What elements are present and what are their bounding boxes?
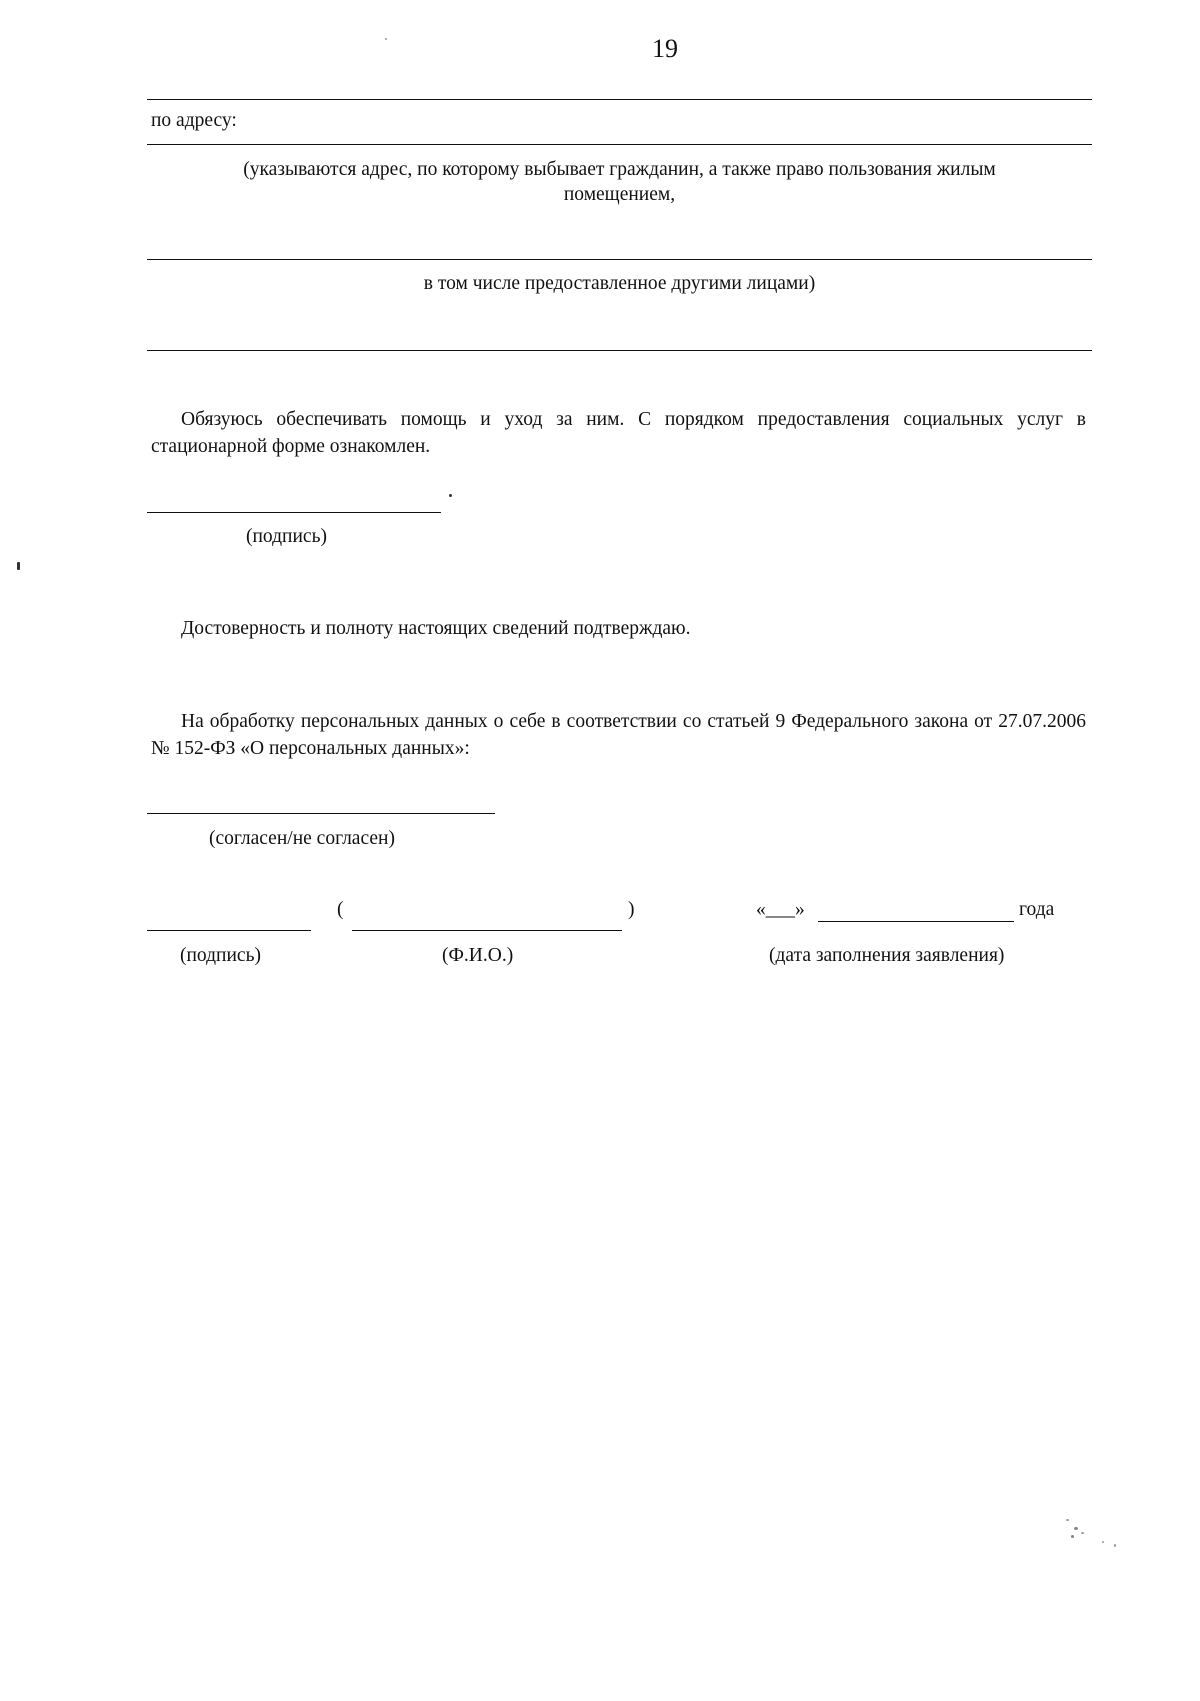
- consent-text: На обработку персональных данных о себе в соответствии со статьей 9 Федерального закона от 27.07.2006 № 152-ФЗ «О персональных данных»:: [151, 711, 1086, 759]
- signoff-date-caption: (дата заполнения заявления): [769, 945, 1005, 966]
- consent-line: [147, 813, 495, 814]
- signoff-name-line: [352, 930, 622, 931]
- scan-speck: [17, 562, 20, 570]
- signoff-date-quote: «___»: [756, 899, 805, 920]
- signoff-close-paren: ): [628, 899, 635, 920]
- care-signature-line: [147, 512, 441, 513]
- scan-speck: [1071, 1535, 1074, 1538]
- address-field-line-2: [147, 259, 1092, 260]
- address-hint-line-2: помещением,: [563, 184, 676, 205]
- care-signature-caption: (подпись): [246, 526, 327, 547]
- confirmation-text: Достоверность и полноту настоящих сведений подтверждаю.: [181, 618, 691, 639]
- signoff-name-caption: (Ф.И.О.): [442, 945, 514, 966]
- page-number: 19: [652, 34, 678, 63]
- signoff-year-word: года: [1019, 899, 1055, 920]
- signoff-date-line: [818, 921, 1014, 922]
- address-hint-line-3: в том числе предоставленное другими лицами): [423, 273, 816, 294]
- address-field-line: [147, 144, 1092, 145]
- address-label: по адресу:: [151, 110, 237, 131]
- signoff-signature-line: [147, 930, 311, 931]
- scan-speck: [1074, 1527, 1078, 1530]
- scan-speck: [1114, 1544, 1116, 1547]
- scan-speck: [1066, 1519, 1069, 1521]
- scan-speck: [1081, 1532, 1084, 1534]
- scan-speck: [449, 494, 452, 497]
- consent-caption: (согласен/не согласен): [209, 828, 395, 849]
- scan-speck: [385, 38, 387, 40]
- care-obligation-text: Обязуюсь обеспечивать помощь и уход за ним. С порядком предоставления социальных услуг в стационарной форме ознакомлен.: [151, 409, 1086, 457]
- address-hint-line-1: (указываются адрес, по которому выбывает гражданин, а также право пользования жилым: [243, 159, 996, 180]
- address-top-line: [147, 99, 1092, 100]
- address-field-line-3: [147, 350, 1092, 351]
- signoff-signature-caption: (подпись): [180, 945, 261, 966]
- scan-speck: [1102, 1541, 1104, 1543]
- signoff-open-paren: (: [337, 899, 344, 920]
